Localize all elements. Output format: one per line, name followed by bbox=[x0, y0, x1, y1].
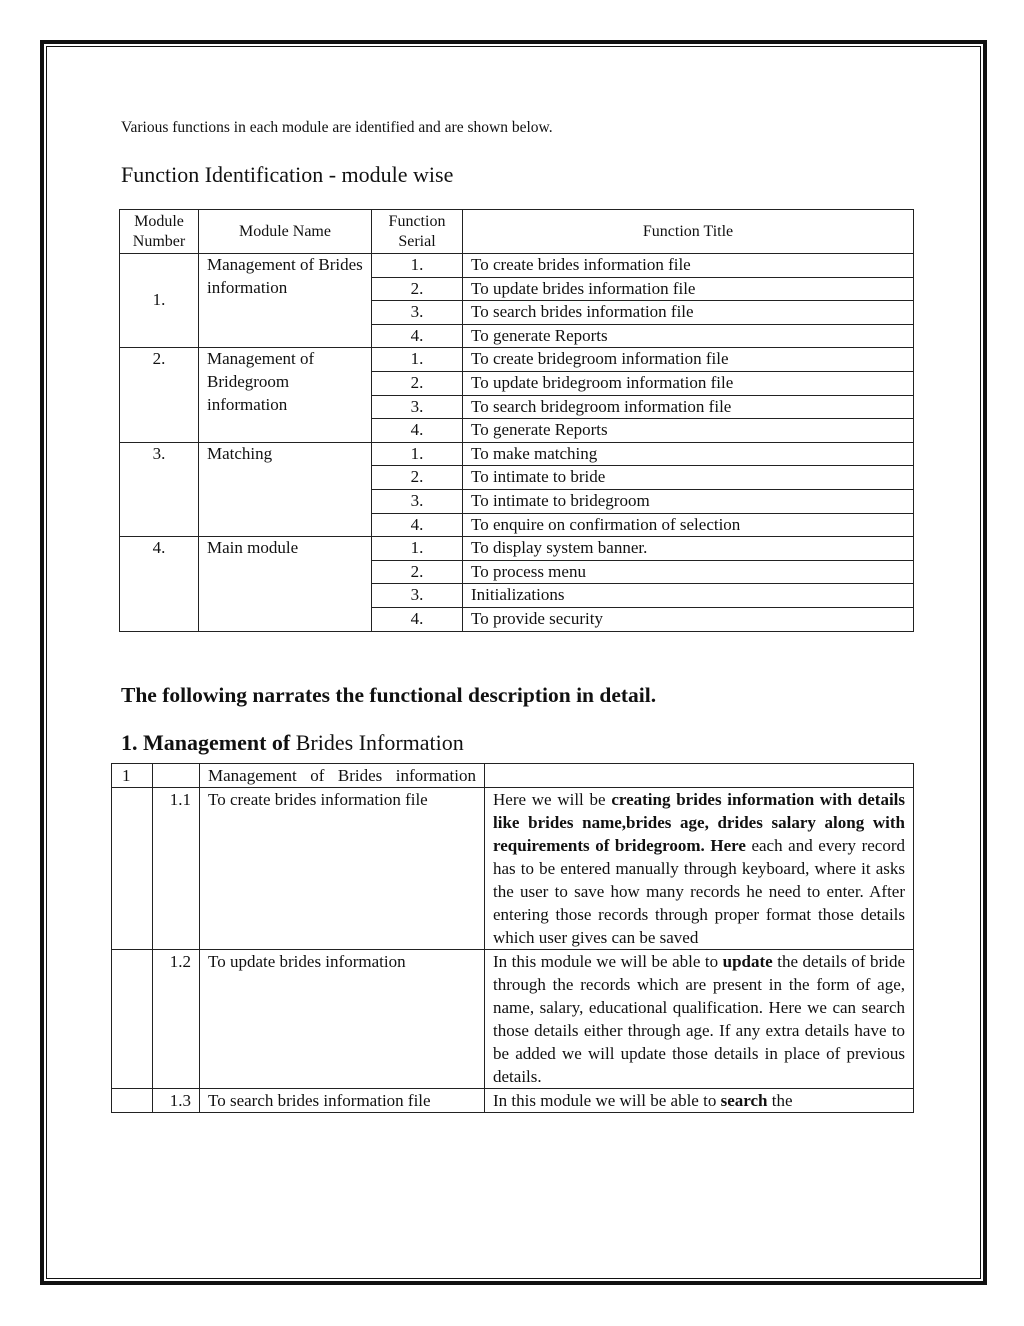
function-table-body bbox=[120, 254, 914, 632]
intro-text: Various functions in each module are identified and are shown below. bbox=[121, 119, 553, 136]
module-name-cell: Matching bbox=[199, 442, 372, 536]
function-title-cell: To intimate to bridegroom bbox=[463, 489, 914, 513]
module-number-cell: 1. bbox=[120, 254, 199, 348]
detail-table-body bbox=[112, 764, 914, 1113]
description-text: Here we will be bbox=[493, 790, 612, 809]
description-text: each and every record has to be entered manually through keyboard, where it asks the user to save how many records he need to enter. After entering those records through proper format those details which user gives can be saved bbox=[493, 836, 905, 947]
function-title-cell: To search brides information file bbox=[463, 301, 914, 325]
function-identification-table bbox=[119, 209, 914, 632]
module-number-cell: 2. bbox=[120, 348, 199, 442]
function-serial-cell: 4. bbox=[372, 419, 463, 443]
function-serial-cell: 2. bbox=[372, 277, 463, 301]
module-number-cell: 4. bbox=[120, 537, 199, 631]
detail-empty-cell bbox=[112, 788, 153, 950]
table-header-row bbox=[120, 210, 914, 254]
narrative-title: The following narrates the functional description in detail. bbox=[121, 683, 657, 707]
subsection-title bbox=[121, 730, 464, 756]
detail-empty-cell bbox=[112, 950, 153, 1089]
detail-description-cell bbox=[485, 950, 914, 1089]
subsection-title-bold: 1. Management of bbox=[121, 730, 291, 755]
detail-empty-cell bbox=[153, 764, 200, 788]
function-title-cell: To search bridegroom information file bbox=[463, 395, 914, 419]
table-row bbox=[120, 348, 914, 372]
description-bold-text: update bbox=[722, 952, 773, 971]
function-serial-cell: 4. bbox=[372, 513, 463, 537]
function-title-cell: To update brides information file bbox=[463, 277, 914, 301]
function-title-cell: To enquire on confirmation of selection bbox=[463, 513, 914, 537]
header-module-name: Module Name bbox=[199, 210, 372, 254]
header-module-number: Module Number bbox=[120, 210, 199, 254]
function-serial-cell: 3. bbox=[372, 301, 463, 325]
module-name-cell: Main module bbox=[199, 537, 372, 631]
description-text: the details of bride through the records which are present in the form of age, name, salary, educational qualification. Here we can search those details either through age. If any extra details have to be added we will update those details in place of previous details. bbox=[493, 952, 905, 1086]
function-title-cell: To display system banner. bbox=[463, 537, 914, 561]
description-bold-text: search bbox=[720, 1091, 768, 1110]
detail-module-number: 1 bbox=[112, 764, 153, 788]
function-title-cell: To generate Reports bbox=[463, 324, 914, 348]
header-function-serial: Function Serial bbox=[372, 210, 463, 254]
function-title-cell: To provide security bbox=[463, 607, 914, 631]
detail-row bbox=[112, 1089, 914, 1113]
function-title-cell: Initializations bbox=[463, 584, 914, 608]
detail-function-name-cell: To update brides information bbox=[200, 950, 485, 1089]
detail-header-row bbox=[112, 764, 914, 788]
function-serial-cell: 1. bbox=[372, 537, 463, 561]
function-title-cell: To make matching bbox=[463, 442, 914, 466]
function-serial-cell: 2. bbox=[372, 466, 463, 490]
detail-module-title bbox=[200, 764, 485, 788]
header-function-title: Function Title bbox=[463, 210, 914, 254]
detail-serial-cell: 1.2 bbox=[153, 950, 200, 1089]
module-name-cell: Management of Bridegroom information bbox=[199, 348, 372, 442]
description-bold-text: creating brides information with details like brides name,brides age, drides salary along with requirements of bridegroom. Here bbox=[493, 790, 906, 855]
detail-description-cell bbox=[485, 788, 914, 950]
module-number-cell: 3. bbox=[120, 442, 199, 536]
description-text: In this module we will be able to bbox=[493, 1091, 721, 1110]
description-text: In this module we will be able to bbox=[493, 952, 723, 971]
detail-function-name-cell: To search brides information file bbox=[200, 1089, 485, 1113]
detail-empty-cell bbox=[485, 764, 914, 788]
detail-description-cell bbox=[485, 1089, 914, 1113]
function-serial-cell: 1. bbox=[372, 442, 463, 466]
module-name-cell: Management of Brides information bbox=[199, 254, 372, 348]
table-row bbox=[120, 254, 914, 278]
function-serial-cell: 4. bbox=[372, 324, 463, 348]
detail-row bbox=[112, 788, 914, 950]
function-serial-cell: 3. bbox=[372, 395, 463, 419]
description-text: the bbox=[767, 1091, 793, 1110]
section-title: Function Identification - module wise bbox=[121, 162, 454, 187]
detail-module-title-text: Management of Brides information bbox=[208, 766, 476, 785]
function-title-cell: To create bridegroom information file bbox=[463, 348, 914, 372]
detail-function-name-cell: To create brides information file bbox=[200, 788, 485, 950]
detail-serial-cell: 1.3 bbox=[153, 1089, 200, 1113]
function-serial-cell: 3. bbox=[372, 489, 463, 513]
detail-row bbox=[112, 950, 914, 1089]
function-title-cell: To process menu bbox=[463, 560, 914, 584]
table-row bbox=[120, 537, 914, 561]
function-serial-cell: 4. bbox=[372, 607, 463, 631]
detail-empty-cell bbox=[112, 1089, 153, 1113]
function-title-cell: To create brides information file bbox=[463, 254, 914, 278]
detail-serial-cell: 1.1 bbox=[153, 788, 200, 950]
function-title-cell: To update bridegroom information file bbox=[463, 371, 914, 395]
table-row bbox=[120, 442, 914, 466]
function-serial-cell: 3. bbox=[372, 584, 463, 608]
function-serial-cell: 2. bbox=[372, 371, 463, 395]
function-serial-cell: 1. bbox=[372, 348, 463, 372]
function-title-cell: To intimate to bride bbox=[463, 466, 914, 490]
brides-detail-table bbox=[111, 763, 914, 1113]
subsection-title-normal: Brides Information bbox=[295, 730, 464, 755]
function-serial-cell: 2. bbox=[372, 560, 463, 584]
function-serial-cell: 1. bbox=[372, 254, 463, 278]
function-title-cell: To generate Reports bbox=[463, 419, 914, 443]
